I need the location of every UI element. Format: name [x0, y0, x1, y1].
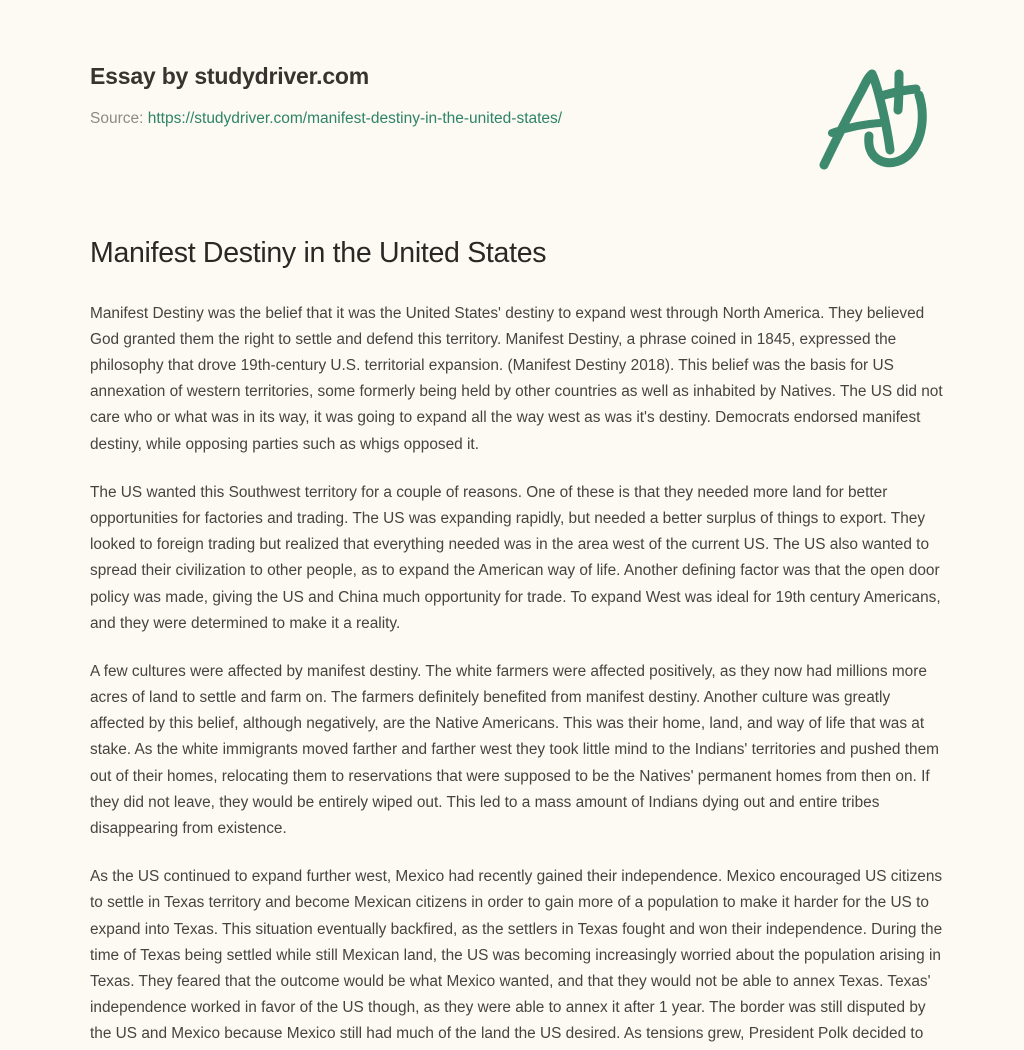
article-paragraph: A few cultures were affected by manifest destiny. The white farmers were affected positively, as they now had millions more acres of land to settle and farm on. The farmers definitely benefited from manifest destiny. Another culture was greatly affected by this belief, although negatively, are the Native Americans. This was their home, land, and way of life that was at stake. As the white immigrants moved farther and farther west they took little mind to the Indians' territories and pushed them out of their homes, relocating them to reservations that were supposed to be the Natives' permanent homes from then on. If they did not leave, they would be entirely wiped out. This led to a mass amount of Indians dying out and entire tribes disappearing from existence. [90, 662, 939, 837]
source-line [90, 109, 562, 129]
article-paragraph: The US wanted this Southwest territory for a couple of reasons. One of these is that they needed more land for better opportunities for factories and trading. The US was expanding rapidly, but needed a better surplus of things to export. They looked to foreign trading but realized that everything needed was in the area west of the current US. The US also wanted to spread their civilization to other people, as to expand the American way of life. Another defining factor was that the open door policy was made, giving the US and China much opportunity for trade. To expand West was ideal for 19th century Americans, and they were determined to make it a reality. [90, 483, 941, 632]
article [90, 236, 946, 1048]
source-label: Source: [90, 109, 144, 127]
studydriver-a-plus-logo-icon[interactable] [806, 62, 936, 180]
article-paragraph: Manifest Destiny was the belief that it was the United States' destiny to expand west through North America. They believed God granted them the right to settle and defend this territory. Manifest Destiny, a phrase coined in 1845, expressed the philosophy that drove 19th-century U.S. territorial expansion. (Manifest Destiny 2018). This belief was the basis for US annexation of western territories, some formerly being held by other countries as well as inhabited by Natives. The US did not care who or what was in its way, it was going to expand all the way west as was it's destiny. Democrats endorsed manifest destiny, while opposing parties such as whigs opposed it. [90, 304, 943, 453]
source-url-link[interactable]: https://studydriver.com/manifest-destiny-in-the-united-states/ [147, 109, 563, 127]
header-text-block [90, 62, 562, 129]
essay-attribution: Essay by studydriver.com [90, 63, 370, 89]
article-paragraph: As the US continued to expand further west, Mexico had recently gained their independence. Mexico encouraged US citizens to settle in Texas territory and become Mexican citizens in order to gain more of a population to make it harder for the US to expand into Texas. This situation eventually backfired, as the settlers in Texas fought and won their independence. During the time of Texas being settled while still Mexican land, the US was becoming increasingly worried about the population arising in Texas. They feared that the outcome would be what Mexico wanted, and that they would not be able to annex Texas. Texas' independence worked in favor of the US though, as they were able to annex it after 1 year. The border was still disputed by the US and Mexico because Mexico still had much of the land the US desired. As tensions grew, President Polk decided to [90, 868, 943, 1043]
a-plus-logo-svg [806, 62, 936, 180]
page-title: Manifest Destiny in the United States [90, 237, 547, 269]
page-header [0, 0, 1024, 200]
article-body [90, 301, 946, 1048]
